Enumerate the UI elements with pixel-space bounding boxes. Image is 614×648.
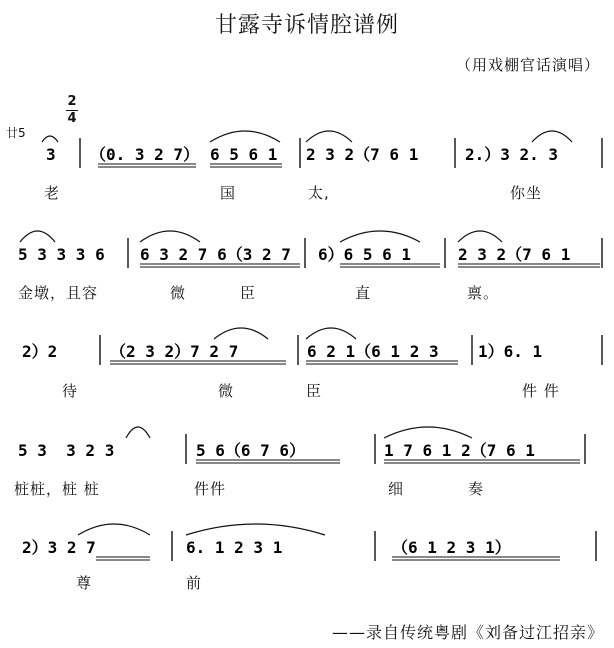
source-credit: ——录自传统粤剧《刘备过江招亲》: [331, 623, 604, 642]
slur: [78, 524, 150, 535]
meter-bottom: 4: [67, 111, 77, 126]
note-group: 6 5 6 1: [210, 145, 278, 164]
lyric: 国: [220, 184, 237, 202]
note-group: 5 6（6 7 6）: [196, 441, 306, 460]
lyric: 细: [388, 480, 405, 498]
score-line: [18, 231, 602, 268]
lyric: 微: [170, 284, 187, 302]
note-group: （2 3 2）7 2 7: [110, 342, 239, 361]
lyric: 金墩，且容: [18, 284, 99, 302]
slur: [340, 231, 420, 242]
note-group: 1 7 6 1 2（7 6 1: [384, 441, 535, 460]
lyric: 太,: [308, 184, 330, 202]
score-line: [18, 427, 585, 464]
score-line: [22, 328, 602, 365]
note-group: 3: [46, 145, 56, 164]
slur: [532, 131, 572, 142]
lyric: 桩桩，桩 桩: [14, 480, 100, 498]
lyric: 臣: [240, 284, 257, 302]
slur: [384, 427, 472, 438]
slur: [306, 328, 356, 339]
note-group: 2 3 2（7 6 1: [306, 145, 419, 164]
note-group: 2）3 2 7: [22, 538, 96, 557]
slur: [186, 524, 325, 535]
slur: [214, 328, 268, 339]
lyric: 尊: [76, 574, 93, 592]
lyric: 件件: [194, 480, 227, 498]
lyric: 禀。: [467, 284, 500, 302]
note-group: 2 3 2（7 6 1: [458, 245, 571, 264]
slur: [210, 131, 280, 142]
note-group: 1）6. 1: [478, 342, 543, 361]
meter-top: 2: [67, 94, 77, 109]
lyric: 件 件: [522, 382, 560, 400]
lyric: 奏: [468, 480, 485, 498]
note-group: 5 3 3 3 6: [18, 245, 105, 264]
slur: [306, 131, 352, 142]
lyric: 你坐: [510, 184, 543, 202]
lyric: 臣: [306, 382, 323, 400]
performance-note: （用戏棚官话演唱）: [455, 56, 600, 74]
slur: [458, 231, 502, 242]
note-group: 2）2: [22, 342, 58, 361]
lyric: 直: [355, 284, 372, 302]
note-group: 6 3 2 7 6（3 2 7: [140, 245, 291, 264]
note-group: 6. 1 2 3 1: [186, 538, 283, 557]
score-line: [46, 131, 602, 168]
note-group: 6）6 5 6 1: [318, 245, 412, 264]
lyric: 老: [44, 184, 61, 202]
page-title: 甘露寺诉情腔谱例: [214, 13, 399, 38]
slur: [126, 427, 150, 438]
note-group: （0. 3 2 7）: [90, 145, 200, 164]
score-line: [22, 524, 596, 561]
lyric: 微: [218, 382, 235, 400]
lyric: 前: [186, 574, 203, 592]
note-group: （6 1 2 3 1）: [392, 538, 511, 557]
note-group: 5 3 3 2 3: [18, 441, 115, 460]
note-group: 6 2 1（6 1 2 3: [307, 342, 439, 361]
note-group: 2.）3 2. 3: [465, 145, 559, 164]
lyric: 待: [62, 382, 79, 400]
key-signature: 廿5: [6, 126, 26, 140]
slur: [20, 231, 55, 242]
slur: [140, 231, 200, 242]
fermata: [42, 136, 58, 142]
